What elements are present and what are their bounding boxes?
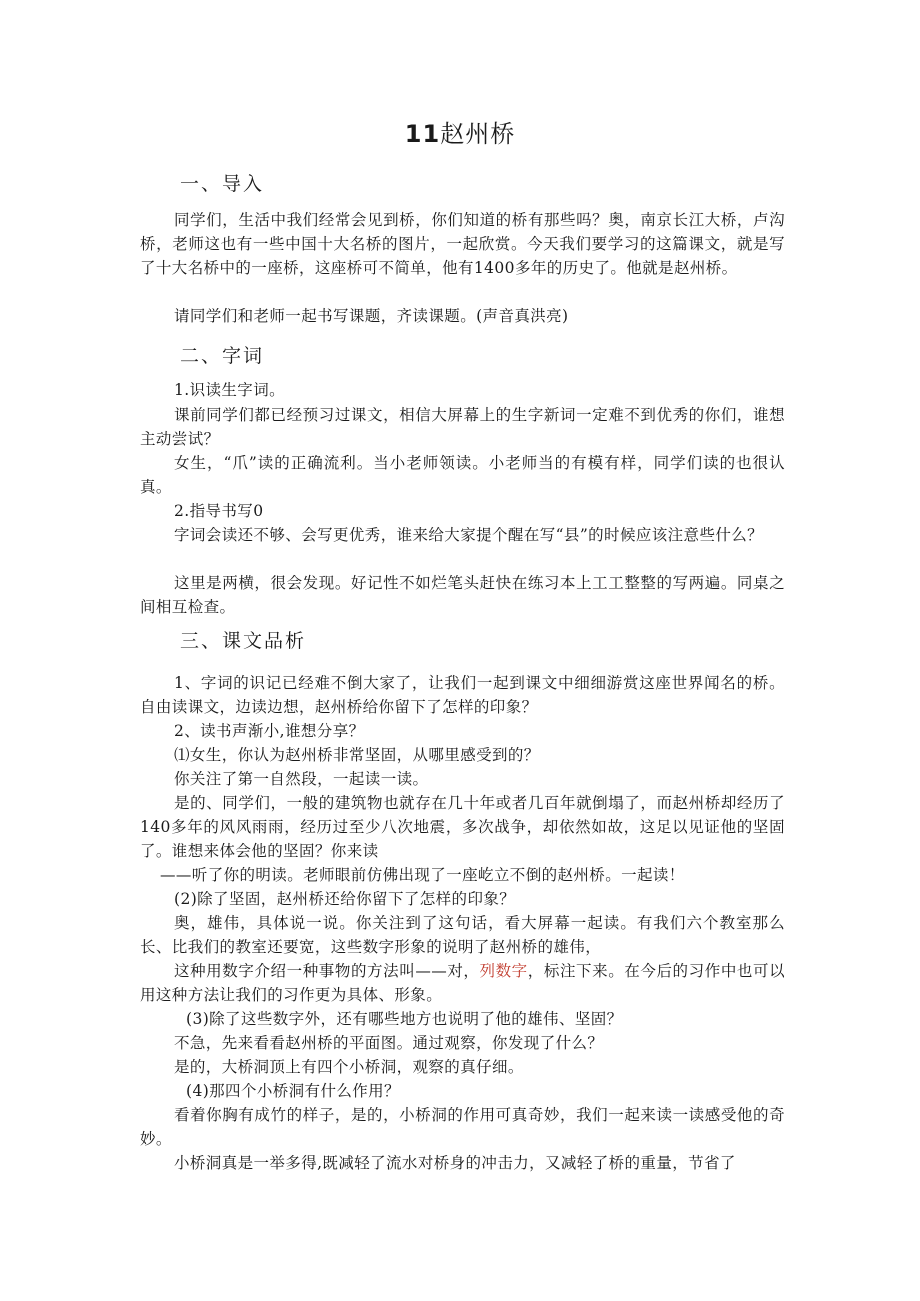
title-number: 11 [404,120,441,148]
section-heading-words: 二、字词 [180,345,265,367]
paragraph: 同学们，生活中我们经常会见到桥，你们知道的桥有那些吗？奥，南京长江大桥，卢沟桥，老师这也有一些中国十大名桥的图片，一起欣赏。今天我们要学习的这篇课文，就是写了十大名桥中的一座桥，这座桥可不简单，他有1400多年的历史了。他就是赵州桥。 [140,211,785,277]
paragraph: (4)那四个小桥洞有什么作用？ [186,1082,400,1100]
title-text: 赵州桥 [440,120,516,148]
paragraph: (2)除了坚固，赵州桥还给你留下了怎样的印象？ [174,890,516,908]
paragraph: 1、字词的识记已经难不倒大家了，让我们一起到课文中细细游赏这座世界闻名的桥。自由读课文，边读边想，赵州桥给你留下了怎样的印象？ [140,674,785,716]
paragraph: ——听了你的明读。老师眼前仿佛出现了一座屹立不倒的赵州桥。一起读！ [160,866,685,884]
paragraph: 小桥洞真是一举多得,既减轻了流水对桥身的冲击力，又减轻了桥的重量，节省了 [174,1154,736,1172]
paragraph: 请同学们和老师一起书写课题，齐读课题。(声音真洪亮) [174,307,569,325]
section-heading-intro: 一、导入 [180,173,265,195]
paragraph: 不急，先来看看赵州桥的平面图。通过观察，你发现了什么？ [174,1034,604,1052]
highlighted-term: 列数字 [479,962,528,980]
page-title [0,116,920,152]
paragraph: 2.指导书写0 [174,502,264,520]
paragraph: 这里是两横，很会发现。好记性不如烂笔头赶快在练习本上工工整整的写两遍。同桌之间相互检查。 [140,574,785,616]
paragraph: 奥，雄伟，具体说一说。你关注到了这句话，看大屏幕一起读。有我们六个教室那么长、比我们的教室还要宽，这些数字形象的说明了赵州桥的雄伟， [140,914,785,956]
paragraph: 是的、同学们，一般的建筑物也就存在几十年或者几百年就倒塌了，而赵州桥却经历了140多年的风风雨雨，经历过至少八次地震，多次战争，却依然如故，这足以见证他的坚固了。谁想来体会他的坚固？你来读 [140,794,785,860]
paragraph [140,959,785,1007]
paragraph: 2、读书声渐小,谁想分享？ [174,722,365,740]
paragraph-text: 这种用数字介绍一种事物的方法叫——对， [174,962,480,980]
paragraph: 女生，“爪”读的正确流利。当小老师领读。小老师当的有模有样，同学们读的也很认真。 [140,454,785,496]
paragraph: 你关注了第一自然段，一起读一读。 [174,770,429,788]
paragraph: (3)除了这些数字外，还有哪些地方也说明了他的雄伟、坚固？ [186,1010,623,1028]
paragraph: 课前同学们都已经预习过课文，相信大屏幕上的生字新词一定难不到优秀的你们，谁想主动尝试？ [140,406,785,448]
paragraph: 看着你胸有成竹的样子，是的，小桥洞的作用可真奇妙，我们一起来读一读感受他的奇妙。 [140,1106,785,1148]
paragraph: 字词会读还不够、会写更优秀，谁来给大家提个醒在写“县”的时候应该注意些什么？ [174,526,764,544]
paragraph: 是的，大桥洞顶上有四个小桥洞，观察的真仔细。 [174,1058,524,1076]
paragraph: ⑴女生，你认为赵州桥非常坚固，从哪里感受到的？ [174,746,540,764]
section-heading-analysis: 三、课文品析 [180,630,307,652]
paragraph-text: ，标注下来。在今后的习作中也可以用这种方法让我们的习作更为具体、形象。 [140,962,785,1004]
paragraph: 1.识读生字词。 [174,381,285,399]
